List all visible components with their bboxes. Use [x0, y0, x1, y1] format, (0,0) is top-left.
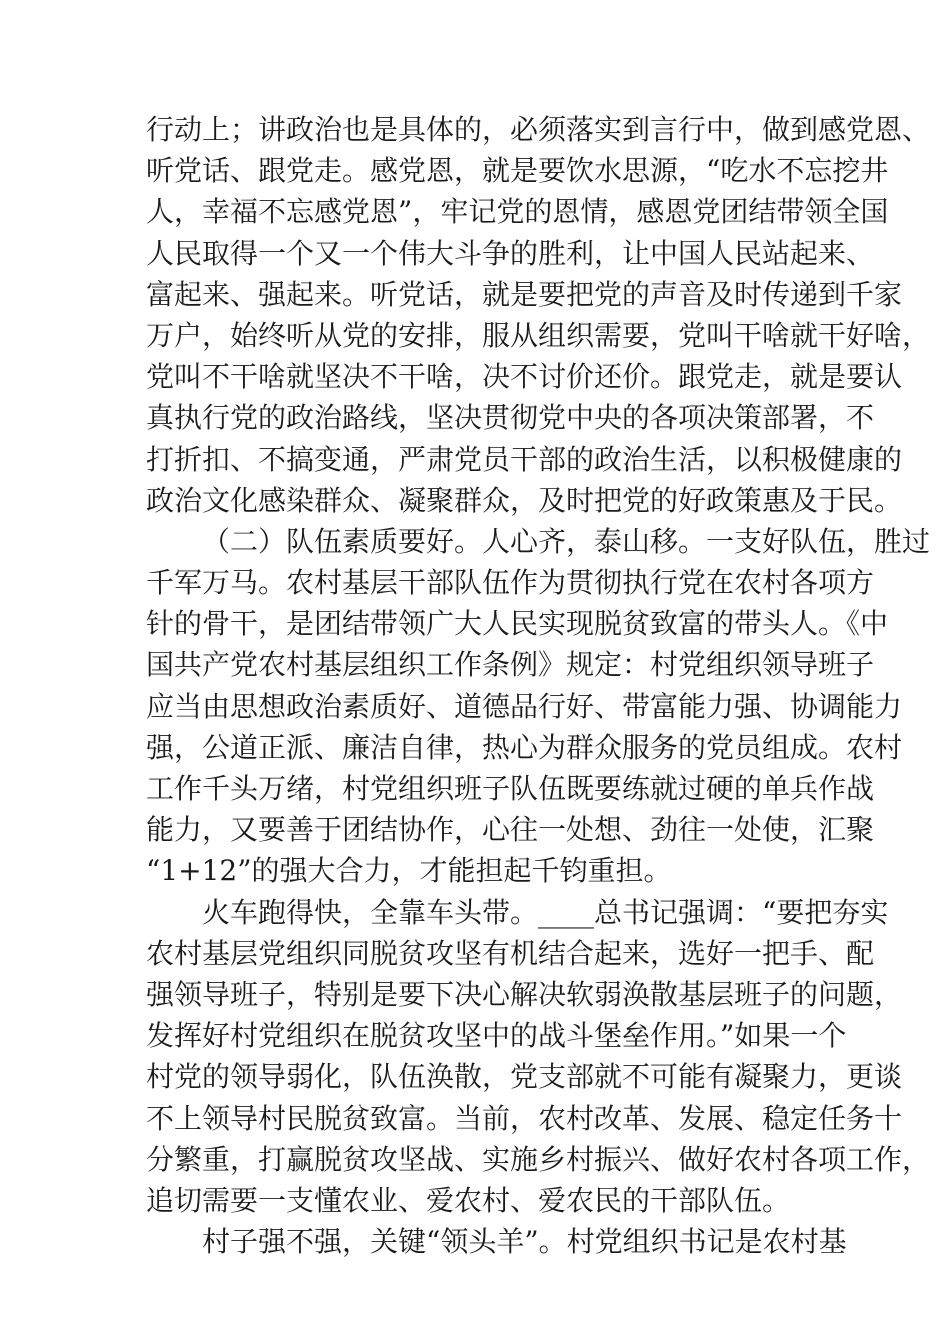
text-line: 强领导班子，特别是要下决心解决软弱涣散基层班子的问题，: [146, 977, 903, 1011]
text-line: “1+12”的强大合力，才能担起千钧重担。: [146, 854, 672, 888]
text-line: 万户，始终听从党的安排，服从组织需要，党叫干啥就干好啥，: [146, 318, 931, 352]
text-line: 国共产党农村基层组织工作条例》规定：村党组织领导班子: [146, 648, 875, 682]
text-line: 人，幸福不忘感党恩”，牢记党的恩情，感恩党团结带领全国: [146, 195, 889, 229]
text-line: 发挥好村党组织在脱贫攻坚中的战斗堡垒作用。”如果一个: [146, 1019, 847, 1053]
paragraph-start-line: 火车跑得快，全靠车头带。____总书记强调：“要把夯实: [202, 895, 889, 929]
text-line: 不上领导村民脱贫致富。当前，农村改革、发展、稳定任务十: [146, 1101, 903, 1135]
text-line: 能力，又要善于团结协作，心往一处想、劲往一处使，汇聚: [146, 813, 875, 847]
body-text: [146, 109, 931, 1262]
text-line: 村党的领导弱化，队伍涣散，党支部就不可能有凝聚力，更谈: [146, 1060, 903, 1094]
text-line: 针的骨干，是团结带领广大人民实现脱贫致富的带头人。《中: [146, 607, 889, 641]
text-line: 千军万马。农村基层干部队伍作为贯彻执行党在农村各项方: [146, 566, 875, 600]
text-line: 追切需要一支懂农业、爱农村、爱农民的干部队伍。: [146, 1183, 791, 1217]
paragraph-start-line: 村子强不强，关键“领头羊”。村党组织书记是农村基: [202, 1225, 847, 1259]
text-line: 富起来、强起来。听党话，就是要把党的声音及时传递到千家: [146, 277, 903, 311]
text-line: 农村基层党组织同脱贫攻坚有机结合起来，选好一把手、配: [146, 936, 875, 970]
text-line: 强，公道正派、廉洁自律，热心为群众服务的党员组成。农村: [146, 730, 903, 764]
text-line: 打折扣、不搞变通，严肃党员干部的政治生活，以积极健康的: [146, 442, 903, 476]
text-line: 工作千头万绪，村党组织班子队伍既要练就过硬的单兵作战: [146, 772, 875, 805]
text-line: 党叫不干啥就坚决不干啥，决不讨价还价。跟党走，就是要认: [146, 360, 903, 394]
text-line: 分繁重，打赢脱贫攻坚战、实施乡村振兴、做好农村各项工作，: [146, 1142, 931, 1176]
text-line: 真执行党的政治路线，坚决贯彻党中央的各项决策部署，不: [146, 401, 875, 435]
text-line: 政治文化感染群众、凝聚群众，及时把党的好政策惠及于民。: [146, 483, 903, 517]
text-line: 应当由思想政治素质好、道德品行好、带富能力强、协调能力: [146, 689, 903, 723]
text-line: 听党话、跟党走。感党恩，就是要饮水思源，“吃水不忘挖井: [146, 154, 889, 188]
section-heading-line: （二）队伍素质要好。人心齐，泰山移。一支好队伍，胜过: [202, 524, 931, 558]
text-line: 行动上；讲政治也是具体的，必须落实到言行中，做到感党恩、: [146, 113, 931, 146]
text-line: 人民取得一个又一个伟大斗争的胜利，让中国人民站起来、: [146, 236, 875, 270]
